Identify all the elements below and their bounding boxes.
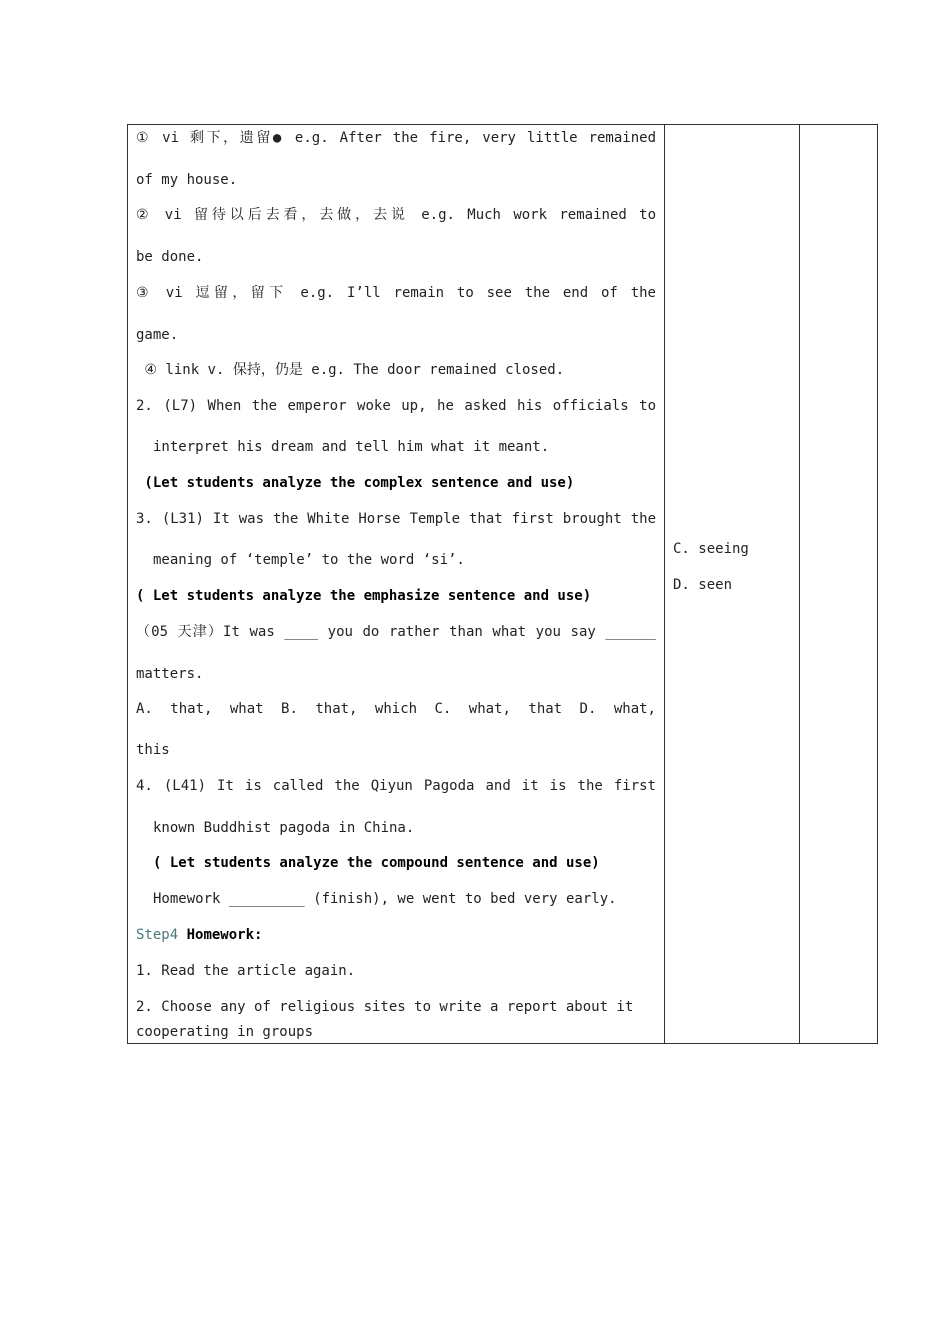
instruction-line: ( Let students analyze the emphasize sentence and use)	[136, 588, 592, 604]
option-d: D. seen	[673, 577, 733, 593]
text-line: ① vi 剩下，遗留● e.g. After the fire, very little remained	[136, 130, 656, 146]
instruction-line: ( Let students analyze the compound sentence and use)	[153, 855, 600, 871]
text-line: matters.	[136, 666, 204, 682]
step-label: Step4	[136, 927, 179, 943]
lesson-table	[127, 124, 878, 1044]
text-line: 2. (L7) When the emperor woke up, he asked his officials to	[136, 398, 656, 414]
text-line: this	[136, 742, 170, 758]
text-line: 4. (L41) It is called the Qiyun Pagoda and it is the first	[136, 778, 656, 794]
option-c: C. seeing	[673, 541, 749, 557]
text-line: ② vi 留待以后去看，去做，去说 e.g. Much work remained to	[136, 207, 656, 223]
step-title: Homework:	[178, 927, 263, 943]
step-heading	[136, 926, 656, 944]
text-line: ④ link v. 保持，仍是 e.g. The door remained closed.	[136, 362, 565, 378]
text-line: interpret his dream and tell him what it meant.	[153, 439, 550, 455]
text-line: （05 天津）It was ____ you do rather than what you say ______	[136, 624, 656, 640]
text-line: known Buddhist pagoda in China.	[153, 820, 415, 836]
lesson-content-cell	[128, 125, 665, 1044]
text-line: ③ vi 逗留，留下 e.g. I’ll remain to see the end of the	[136, 285, 656, 301]
options-cell	[665, 125, 800, 1044]
text-line: 2. Choose any of religious sites to write a report about it	[136, 999, 634, 1015]
text-line: cooperating in groups	[136, 1024, 314, 1040]
instruction-line: (Let students analyze the complex sentence and use)	[136, 475, 575, 491]
text-line: be done.	[136, 249, 204, 265]
text-line: A. that, what B. that, which C. what, that D. what,	[136, 701, 656, 717]
text-line: Homework _________ (finish), we went to bed very early.	[153, 891, 617, 907]
text-line: game.	[136, 327, 179, 343]
notes-cell	[800, 125, 878, 1044]
text-line: meaning of ‘temple’ to the word ‘si’.	[153, 552, 465, 568]
text-line: 1. Read the article again.	[136, 963, 356, 979]
text-line: of my house.	[136, 172, 238, 188]
text-line: 3. (L31) It was the White Horse Temple that first brought the	[136, 511, 656, 527]
